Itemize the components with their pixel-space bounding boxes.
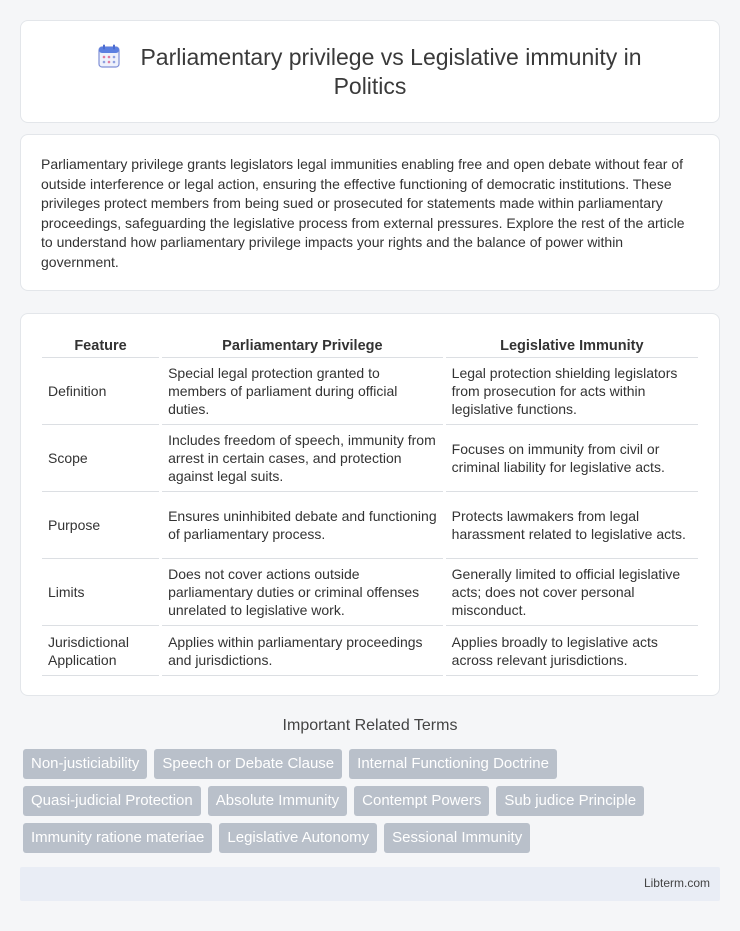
related-term-tag[interactable]: Contempt Powers	[354, 786, 489, 816]
table-cell-privilege: Special legal protection granted to members of parliament during official duties.	[162, 358, 443, 425]
related-term-tag[interactable]: Immunity ratione materiae	[23, 823, 212, 853]
description-text: Parliamentary privilege grants legislators legal immunities enabling free and open debate without fear of outside interference or legal action, ensuring the effective functioning of democratic institutions. These privileges protect members from being sued or prosecuted for statements made within parliamentary proceedings, safeguarding the legislative process from external pressures. Explore the rest of the article to understand how parliamentary privilege impacts your rights and the balance of power within government.	[41, 156, 685, 270]
related-term-tag[interactable]: Quasi-judicial Protection	[23, 786, 201, 816]
related-terms-list	[23, 749, 703, 853]
related-term-tag[interactable]: Internal Functioning Doctrine	[349, 749, 557, 779]
table-cell-privilege: Applies within parliamentary proceedings and jurisdictions.	[162, 626, 443, 676]
table-header-legislative-immunity: Legislative Immunity	[446, 336, 698, 358]
table-cell-feature: Jurisdictional Application	[42, 626, 159, 676]
related-term-tag[interactable]: Speech or Debate Clause	[154, 749, 342, 779]
description-card	[20, 134, 720, 291]
page-title: Parliamentary privilege vs Legislative immunity in Politics	[140, 44, 642, 99]
related-term-tag[interactable]: Absolute Immunity	[208, 786, 347, 816]
related-terms-title: Important Related Terms	[282, 717, 458, 734]
table-cell-immunity: Legal protection shielding legislators from prosecution for acts within legislative functions.	[446, 358, 698, 425]
table-row	[42, 559, 698, 626]
related-term-tag[interactable]: Sessional Immunity	[384, 823, 530, 853]
calendar-icon	[98, 44, 120, 68]
table-cell-feature: Definition	[42, 358, 159, 425]
page-title-wrap	[21, 43, 719, 101]
table-cell-immunity: Generally limited to official legislative acts; does not cover personal misconduct.	[446, 559, 698, 626]
related-term-tag[interactable]: Legislative Autonomy	[219, 823, 377, 853]
footer-site-link[interactable]: Libterm.com	[643, 876, 710, 890]
table-header-parliamentary-privilege: Parliamentary Privilege	[162, 336, 443, 358]
table-cell-privilege: Ensures uninhibited debate and functioning of parliamentary process.	[162, 492, 443, 559]
table-cell-feature: Scope	[42, 425, 159, 492]
related-term-tag[interactable]: Sub judice Principle	[496, 786, 644, 816]
table-cell-feature: Limits	[42, 559, 159, 626]
table-cell-immunity: Applies broadly to legislative acts across relevant jurisdictions.	[446, 626, 698, 676]
comparison-table	[42, 336, 698, 676]
table-cell-privilege: Does not cover actions outside parliamentary duties or criminal offenses unrelated to legislative work.	[162, 559, 443, 626]
table-header-feature: Feature	[42, 336, 159, 358]
footer	[20, 867, 720, 901]
table-row	[42, 425, 698, 492]
title-card	[20, 20, 720, 123]
table-row	[42, 626, 698, 676]
table-cell-immunity: Protects lawmakers from legal harassment related to legislative acts.	[446, 492, 698, 559]
table-cell-privilege: Includes freedom of speech, immunity from arrest in certain cases, and protection against legal suits.	[162, 425, 443, 492]
comparison-table-card	[20, 313, 720, 696]
table-cell-immunity: Focuses on immunity from civil or criminal liability for legislative acts.	[446, 425, 698, 492]
related-term-tag[interactable]: Non-justiciability	[23, 749, 147, 779]
table-header-row	[42, 336, 698, 358]
table-row	[42, 492, 698, 559]
table-cell-feature: Purpose	[42, 492, 159, 559]
table-row	[42, 358, 698, 425]
